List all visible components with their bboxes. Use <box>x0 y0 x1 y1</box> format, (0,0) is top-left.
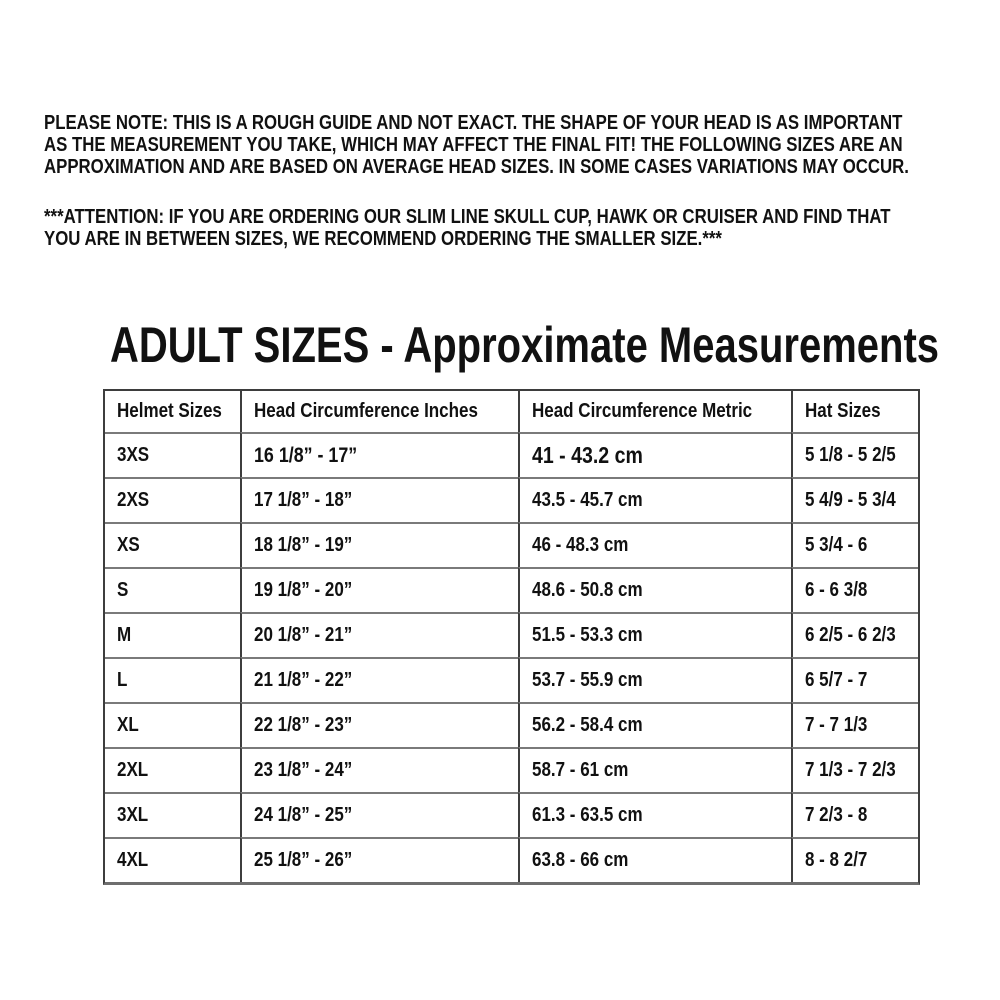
note-paragraph <box>44 112 1000 178</box>
hat-size-cell <box>791 432 918 477</box>
cell-value: 61.3 - 63.5 cm <box>531 804 643 826</box>
metric-cell <box>518 522 791 567</box>
cell-value: 7 1/3 - 7 2/3 <box>804 759 896 781</box>
cell-value: 58.7 - 61 cm <box>531 759 629 781</box>
cell-value: 6 2/5 - 6 2/3 <box>804 624 896 646</box>
header-row <box>105 391 918 432</box>
cell-value: 4XL <box>117 849 149 871</box>
cell-value: 51.5 - 53.3 cm <box>531 624 643 646</box>
table-row <box>105 432 918 477</box>
cell-value: 5 1/8 - 5 2/5 <box>804 444 896 466</box>
table-row <box>105 477 918 522</box>
table-row <box>105 612 918 657</box>
size-table-container <box>103 389 920 885</box>
cell-value: XL <box>117 714 139 736</box>
inches-cell <box>240 837 517 882</box>
header-label: Head Circumference Inches <box>254 400 479 422</box>
cell-value: 17 1/8” - 18” <box>254 489 353 511</box>
table-row <box>105 702 918 747</box>
note-line: APPROXIMATION AND ARE BASED ON AVERAGE HEAD SIZES. IN SOME CASES VARIATIONS MAY OCCUR. <box>44 156 909 178</box>
cell-value: 5 3/4 - 6 <box>804 534 868 556</box>
cell-value: XS <box>117 534 140 556</box>
cell-value: 2XS <box>117 489 150 511</box>
cell-value: 63.8 - 66 cm <box>531 849 629 871</box>
metric-cell <box>518 432 791 477</box>
size-table-header <box>105 391 918 432</box>
inches-cell <box>240 432 517 477</box>
hat-size-cell <box>791 792 918 837</box>
cell-value: 6 5/7 - 7 <box>804 669 868 691</box>
inches-cell <box>240 522 517 567</box>
cell-value: 23 1/8” - 24” <box>254 759 353 781</box>
cell-value: 8 - 8 2/7 <box>804 849 868 871</box>
inches-cell <box>240 702 517 747</box>
cell-value: 56.2 - 58.4 cm <box>531 714 643 736</box>
inches-cell <box>240 792 517 837</box>
helmet-size-cell <box>105 792 240 837</box>
cell-value: 22 1/8” - 23” <box>254 714 353 736</box>
helmet-size-cell <box>105 612 240 657</box>
cell-value: 53.7 - 55.9 cm <box>531 669 643 691</box>
attention-line: YOU ARE IN BETWEEN SIZES, WE RECOMMEND ORDERING THE SMALLER SIZE.*** <box>44 228 722 250</box>
attention-line: ***ATTENTION: IF YOU ARE ORDERING OUR SLIM LINE SKULL CUP, HAWK OR CRUISER AND FIND THAT <box>44 206 891 228</box>
header-label: Head Circumference Metric <box>531 400 752 422</box>
table-row <box>105 792 918 837</box>
helmet-size-cell <box>105 747 240 792</box>
header-circumference-metric <box>518 391 791 432</box>
metric-cell <box>518 837 791 882</box>
header-circumference-inches <box>240 391 517 432</box>
page-title: ADULT SIZES - Approximate Measurements <box>110 317 940 373</box>
hat-size-cell <box>791 567 918 612</box>
table-row <box>105 747 918 792</box>
hat-size-cell <box>791 747 918 792</box>
helmet-size-cell <box>105 477 240 522</box>
helmet-size-cell <box>105 522 240 567</box>
metric-cell <box>518 792 791 837</box>
header-hat-sizes <box>791 391 918 432</box>
helmet-size-cell <box>105 567 240 612</box>
cell-value: 2XL <box>117 759 149 781</box>
cell-value: 3XL <box>117 804 149 826</box>
cell-value: L <box>117 669 128 691</box>
attention-paragraph <box>44 206 1000 250</box>
metric-cell <box>518 702 791 747</box>
header-label: Helmet Sizes <box>117 400 222 422</box>
header-helmet-sizes <box>105 391 240 432</box>
helmet-size-cell <box>105 657 240 702</box>
hat-size-cell <box>791 702 918 747</box>
cell-value: 48.6 - 50.8 cm <box>531 579 643 601</box>
hat-size-cell <box>791 657 918 702</box>
metric-cell <box>518 477 791 522</box>
size-table <box>103 389 920 885</box>
header-label: Hat Sizes <box>804 400 881 422</box>
hat-size-cell <box>791 522 918 567</box>
cell-value: 3XS <box>117 444 150 466</box>
cell-value: S <box>117 579 129 601</box>
inches-cell <box>240 747 517 792</box>
inches-cell <box>240 477 517 522</box>
cell-value: 6 - 6 3/8 <box>804 579 868 601</box>
helmet-size-cell <box>105 837 240 882</box>
size-table-body <box>105 432 918 882</box>
cell-value: M <box>117 624 132 646</box>
metric-cell <box>518 657 791 702</box>
cell-value: 25 1/8” - 26” <box>254 849 353 871</box>
hat-size-cell <box>791 837 918 882</box>
metric-cell <box>518 567 791 612</box>
inches-cell <box>240 657 517 702</box>
cell-value: 16 1/8” - 17” <box>254 443 358 467</box>
inches-cell <box>240 567 517 612</box>
cell-value: 24 1/8” - 25” <box>254 804 353 826</box>
note-line: PLEASE NOTE: THIS IS A ROUGH GUIDE AND NOT EXACT. THE SHAPE OF YOUR HEAD IS AS IMPORTANT <box>44 112 903 134</box>
hat-size-cell <box>791 612 918 657</box>
cell-value: 18 1/8” - 19” <box>254 534 353 556</box>
cell-value: 5 4/9 - 5 3/4 <box>804 489 896 511</box>
metric-cell <box>518 747 791 792</box>
cell-value: 20 1/8” - 21” <box>254 624 353 646</box>
cell-value: 19 1/8” - 20” <box>254 579 353 601</box>
helmet-size-cell <box>105 432 240 477</box>
table-row <box>105 657 918 702</box>
cell-value: 7 2/3 - 8 <box>804 804 868 826</box>
metric-cell <box>518 612 791 657</box>
table-row <box>105 567 918 612</box>
note-line: AS THE MEASUREMENT YOU TAKE, WHICH MAY AFFECT THE FINAL FIT! THE FOLLOWING SIZES ARE AN <box>44 134 903 156</box>
table-row <box>105 522 918 567</box>
table-row <box>105 837 918 882</box>
hat-size-cell <box>791 477 918 522</box>
helmet-size-cell <box>105 702 240 747</box>
cell-value: 43.5 - 45.7 cm <box>531 489 643 511</box>
cell-value: 21 1/8” - 22” <box>254 669 353 691</box>
cell-value: 41 - 43.2 cm <box>531 442 643 468</box>
inches-cell <box>240 612 517 657</box>
cell-value: 7 - 7 1/3 <box>804 714 868 736</box>
cell-value: 46 - 48.3 cm <box>531 534 629 556</box>
